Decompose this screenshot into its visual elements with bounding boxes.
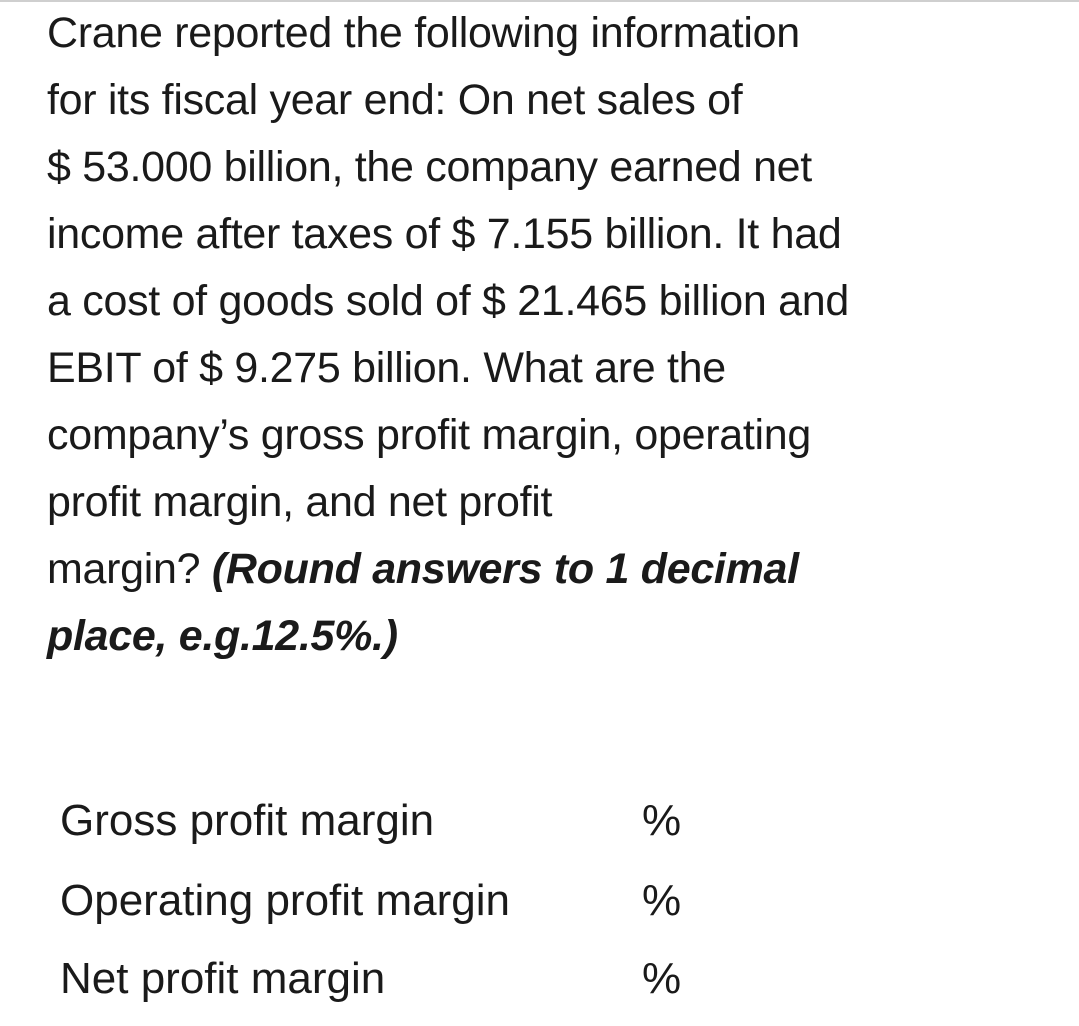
- percent-sign: %: [642, 954, 682, 1003]
- question-line: profit margin, and net profit: [47, 478, 553, 526]
- rounding-instruction-continued: place, e.g.12.5%.): [47, 612, 398, 660]
- rounding-instruction: (Round answers to 1 decimal: [211, 545, 799, 593]
- question-line: income after taxes of $ 7.155 billion. It had: [47, 210, 842, 258]
- question-line: Crane reported the following information: [47, 9, 800, 57]
- operating-profit-margin-input[interactable]: [596, 882, 640, 924]
- net-profit-margin-label: Net profit margin: [60, 954, 386, 1003]
- gross-profit-margin-row: [60, 788, 760, 868]
- question-text: [47, 0, 1037, 670]
- operating-profit-margin-row: [60, 868, 760, 946]
- question-line-prefix: margin?: [47, 545, 212, 593]
- percent-sign: %: [642, 876, 682, 925]
- gross-profit-margin-input[interactable]: [596, 802, 640, 844]
- percent-sign: %: [642, 796, 682, 845]
- question-line: company’s gross profit margin, operating: [47, 411, 811, 459]
- net-profit-margin-row: [60, 946, 760, 1026]
- question-line: for its fiscal year end: On net sales of: [47, 76, 743, 124]
- net-profit-margin-input[interactable]: [596, 960, 640, 1002]
- question-line: a cost of goods sold of $ 21.465 billion and: [47, 277, 849, 325]
- gross-profit-margin-label: Gross profit margin: [60, 796, 435, 845]
- answer-table: [60, 788, 760, 1026]
- operating-profit-margin-label: Operating profit margin: [60, 876, 510, 925]
- question-line: [47, 536, 1037, 603]
- question-line: $ 53.000 billion, the company earned net: [47, 143, 812, 191]
- question-line: EBIT of $ 9.275 billion. What are the: [47, 344, 726, 392]
